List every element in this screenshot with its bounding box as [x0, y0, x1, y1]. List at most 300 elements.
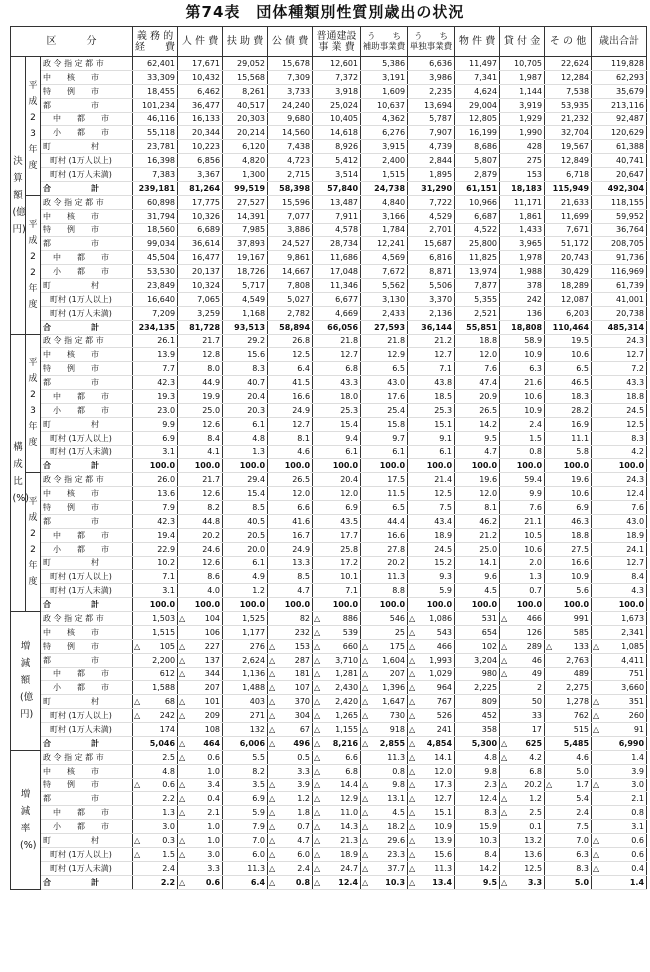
table-row — [11, 847, 647, 861]
table-cell: 18.9 — [592, 528, 647, 542]
table-cell: 6.9 — [223, 792, 268, 806]
row-label: 中 核 市 — [41, 487, 133, 501]
row-label: 町 村 — [41, 834, 133, 848]
table-cell: 5,717 — [223, 279, 268, 293]
column-header: そ の 他 — [545, 27, 592, 57]
table-cell: 6.8 — [500, 764, 545, 778]
table-cell: 11,346 — [313, 279, 361, 293]
table-row — [11, 584, 647, 598]
table-cell: 16,640 — [133, 292, 178, 306]
table-cell: 29.4 — [223, 473, 268, 487]
table-cell: 132 — [223, 723, 268, 737]
table-row — [11, 709, 647, 723]
table-cell: 4,522 — [455, 223, 500, 237]
table-cell: 21,232 — [545, 112, 592, 126]
table-cell: △ 12.4 — [313, 875, 361, 889]
table-cell: 24.6 — [178, 542, 223, 556]
table-cell: 4,362 — [361, 112, 408, 126]
table-cell: 42.3 — [133, 514, 178, 528]
table-cell: 47.4 — [455, 376, 500, 390]
year-label: 平成23年度 — [26, 334, 41, 473]
table-cell: 5.9 — [408, 584, 455, 598]
table-cell: 0.7 — [500, 584, 545, 598]
table-cell: 8.4 — [592, 570, 647, 584]
table-cell: 7,372 — [313, 70, 361, 84]
table-cell: 7.9 — [133, 501, 178, 515]
table-row — [11, 195, 647, 209]
table-cell: 809 — [455, 695, 500, 709]
table-cell: 12.7 — [313, 348, 361, 362]
table-cell: 25 — [361, 625, 408, 639]
table-cell: 28.2 — [545, 403, 592, 417]
table-cell: 16,199 — [455, 126, 500, 140]
table-cell: 99,519 — [223, 181, 268, 195]
table-cell: △ 918 — [361, 723, 408, 737]
table-cell: 12,805 — [455, 112, 500, 126]
table-cell: 14.2 — [455, 861, 500, 875]
table-cell: 6.5 — [361, 501, 408, 515]
row-label: 中 核 市 — [41, 625, 133, 639]
table-cell: 12.6 — [178, 417, 223, 431]
table-cell: 2.4 — [133, 861, 178, 875]
table-cell: △ 23.3 — [361, 847, 408, 861]
table-cell: 1,861 — [500, 209, 545, 223]
table-cell: △ 209 — [178, 709, 223, 723]
table-cell: 10,326 — [178, 209, 223, 223]
table-cell: △ 0.3 — [133, 834, 178, 848]
table-cell: 980 — [455, 667, 500, 681]
table-cell: 30,429 — [545, 265, 592, 279]
table-cell: △ 2,420 — [313, 695, 361, 709]
table-cell: △ 1,647 — [361, 695, 408, 709]
table-cell: 5,787 — [408, 112, 455, 126]
column-header: 物 件 費 — [455, 27, 500, 57]
table-cell: 213,116 — [592, 98, 647, 112]
table-cell: 19,567 — [545, 140, 592, 154]
table-cell: 358 — [455, 723, 500, 737]
table-cell: 10.3 — [455, 834, 500, 848]
table-cell: 21.8 — [361, 334, 408, 348]
table-cell: 12.4 — [592, 487, 647, 501]
column-header: う ち 補助事業費 — [361, 27, 408, 57]
year-label: 平成23年度 — [26, 57, 41, 196]
table-cell: 1.3 — [133, 806, 178, 820]
row-label: 中 都 市 — [41, 251, 133, 265]
table-cell: 4.6 — [545, 750, 592, 764]
table-cell: 8.5 — [223, 501, 268, 515]
table-cell: 6.1 — [223, 556, 268, 570]
table-cell: 5,355 — [455, 292, 500, 306]
table-cell: 100.0 — [455, 598, 500, 612]
table-cell: 100.0 — [361, 598, 408, 612]
table-cell: 4.3 — [592, 584, 647, 598]
table-cell: △ 4,854 — [408, 736, 455, 750]
table-cell: 452 — [455, 709, 500, 723]
table-cell: △ 11.0 — [313, 806, 361, 820]
table-cell: 16.9 — [545, 417, 592, 431]
table-cell: 612 — [133, 667, 178, 681]
table-cell: 2,521 — [455, 306, 500, 320]
table-cell: 23,849 — [133, 279, 178, 293]
row-label: 都 市 — [41, 237, 133, 251]
table-row — [11, 625, 647, 639]
table-cell: 3,919 — [500, 98, 545, 112]
table-cell: 12.5 — [408, 487, 455, 501]
table-row — [11, 542, 647, 556]
table-cell: 100.0 — [223, 598, 268, 612]
table-cell: 11,171 — [500, 195, 545, 209]
table-cell: 43.0 — [592, 514, 647, 528]
table-cell: 110,464 — [545, 320, 592, 334]
table-cell: 108 — [178, 723, 223, 737]
row-label: 町 村 — [41, 279, 133, 293]
table-cell: 3.5 — [223, 778, 268, 792]
table-cell: 1,144 — [500, 84, 545, 98]
table-cell: 20,743 — [545, 251, 592, 265]
table-cell: 489 — [545, 667, 592, 681]
table-cell: △ 13.4 — [408, 875, 455, 889]
table-cell: 18,726 — [223, 265, 268, 279]
table-cell: 2,200 — [133, 653, 178, 667]
row-label: 特 例 市 — [41, 778, 133, 792]
table-cell: 101,234 — [133, 98, 178, 112]
table-cell: 25.0 — [178, 403, 223, 417]
table-cell: 5.0 — [545, 764, 592, 778]
table-cell: 2.2 — [133, 875, 178, 889]
table-cell: 4.7 — [268, 584, 313, 598]
table-row — [11, 639, 647, 653]
table-cell: 1.0 — [178, 764, 223, 778]
row-label: 合 計 — [41, 320, 133, 334]
table-cell: 5,485 — [545, 736, 592, 750]
table-cell: 4.5 — [455, 584, 500, 598]
table-cell: 32,704 — [545, 126, 592, 140]
table-cell: 2.5 — [133, 750, 178, 764]
table-cell: 9,861 — [268, 251, 313, 265]
table-cell: 8.2 — [178, 501, 223, 515]
table-cell: 26.5 — [268, 473, 313, 487]
table-cell: 9.9 — [133, 417, 178, 431]
table-cell: 2,400 — [361, 154, 408, 168]
table-row — [11, 403, 647, 417]
table-cell: 10.6 — [545, 487, 592, 501]
table-cell: 22,624 — [545, 57, 592, 71]
row-label: 中 核 市 — [41, 348, 133, 362]
table-cell: 12.0 — [455, 487, 500, 501]
table-cell: 119,828 — [592, 57, 647, 71]
table-cell: 6,203 — [545, 306, 592, 320]
table-cell: 6,006 — [223, 736, 268, 750]
table-cell: 2.4 — [500, 417, 545, 431]
table-cell: 12.7 — [592, 348, 647, 362]
table-cell: 1.2 — [223, 584, 268, 598]
table-cell: 8.1 — [455, 501, 500, 515]
table-cell: 31,290 — [408, 181, 455, 195]
table-cell: 5.6 — [545, 584, 592, 598]
table-cell: 20.0 — [223, 542, 268, 556]
row-label: 都 市 — [41, 792, 133, 806]
table-row — [11, 112, 647, 126]
table-cell: 17 — [500, 723, 545, 737]
table-cell: 2,136 — [408, 306, 455, 320]
table-cell: 12.5 — [592, 417, 647, 431]
table-cell: 18,183 — [500, 181, 545, 195]
table-cell: 12.9 — [361, 348, 408, 362]
table-cell: 15,596 — [268, 195, 313, 209]
table-cell: 2,701 — [408, 223, 455, 237]
table-cell: 24,738 — [361, 181, 408, 195]
table-cell: △ 0.6 — [178, 750, 223, 764]
table-cell: 25.3 — [313, 403, 361, 417]
table-cell: 1,929 — [500, 112, 545, 126]
table-cell: 27,527 — [223, 195, 268, 209]
table-cell: 12.6 — [178, 487, 223, 501]
table-cell: 4.7 — [455, 445, 500, 459]
table-cell: △ 18.9 — [313, 847, 361, 861]
row-label: 合 計 — [41, 875, 133, 889]
table-cell: 10.9 — [545, 570, 592, 584]
table-cell: 7,911 — [313, 209, 361, 223]
table-cell: △ 1.5 — [133, 847, 178, 861]
table-cell: 6.3 — [545, 847, 592, 861]
table-cell: 20,344 — [178, 126, 223, 140]
table-cell: 13.9 — [133, 348, 178, 362]
table-cell: 18,560 — [133, 223, 178, 237]
table-cell: 10.2 — [133, 556, 178, 570]
table-cell: 8.0 — [178, 362, 223, 376]
table-cell: 24.3 — [592, 334, 647, 348]
table-cell: 46.3 — [545, 514, 592, 528]
table-cell: 99,034 — [133, 237, 178, 251]
table-cell: 234,135 — [133, 320, 178, 334]
table-cell: △ 181 — [268, 667, 313, 681]
table-cell: 19.5 — [545, 334, 592, 348]
row-label: 特 例 市 — [41, 362, 133, 376]
table-cell: 485,314 — [592, 320, 647, 334]
table-row — [11, 736, 647, 750]
table-cell: 15,678 — [268, 57, 313, 71]
table-cell: 7.6 — [500, 501, 545, 515]
table-cell: 10.9 — [500, 348, 545, 362]
table-cell: 11.1 — [545, 431, 592, 445]
table-cell: 1,136 — [223, 667, 268, 681]
table-cell: 3,130 — [361, 292, 408, 306]
table-cell: 44.8 — [178, 514, 223, 528]
table-cell: 35,679 — [592, 84, 647, 98]
table-cell: 7.0 — [545, 834, 592, 848]
table-cell: 58,398 — [268, 181, 313, 195]
table-cell: 57,840 — [313, 181, 361, 195]
table-cell: 8.3 — [545, 861, 592, 875]
table-cell: △ 46 — [500, 653, 545, 667]
table-cell: 20,738 — [592, 306, 647, 320]
table-cell: 7,077 — [268, 209, 313, 223]
table-cell: 17.7 — [313, 528, 361, 542]
table-cell: △ 104 — [178, 612, 223, 626]
table-cell: 3,918 — [313, 84, 361, 98]
table-cell: 2.0 — [500, 556, 545, 570]
table-cell: 41,001 — [592, 292, 647, 306]
table-cell: 10,405 — [313, 112, 361, 126]
table-cell: 24.3 — [592, 473, 647, 487]
table-cell: 7,672 — [361, 265, 408, 279]
table-cell: 7.6 — [592, 501, 647, 515]
table-cell: 3,166 — [361, 209, 408, 223]
table-cell: 18,289 — [545, 279, 592, 293]
table-cell: 4.0 — [178, 584, 223, 598]
table-cell: 29,052 — [223, 57, 268, 71]
table-cell: △ 0.6 — [592, 834, 647, 848]
table-cell: 58.9 — [500, 334, 545, 348]
table-cell: 1,895 — [408, 168, 455, 182]
table-cell: 5,300 — [455, 736, 500, 750]
column-header: う ち 単独事業費 — [408, 27, 455, 57]
table-cell: △ 0.6 — [178, 875, 223, 889]
table-cell: 6,856 — [178, 154, 223, 168]
table-cell: △ 1,265 — [313, 709, 361, 723]
table-cell: 7.1 — [313, 584, 361, 598]
table-cell: 24,240 — [268, 98, 313, 112]
table-cell: 5,027 — [268, 292, 313, 306]
table-row — [11, 723, 647, 737]
table-cell: 24.5 — [592, 403, 647, 417]
table-row — [11, 653, 647, 667]
table-cell: 7,065 — [178, 292, 223, 306]
row-label: 町村 (1万人以上) — [41, 570, 133, 584]
table-cell: 1,177 — [223, 625, 268, 639]
table-cell: 4,529 — [408, 209, 455, 223]
row-label: 町 村 — [41, 140, 133, 154]
table-cell: 15,687 — [408, 237, 455, 251]
table-cell: 1,300 — [223, 168, 268, 182]
table-cell: 3.9 — [592, 764, 647, 778]
table-cell: 15.1 — [408, 417, 455, 431]
row-label: 政 令 指 定 都 市 — [41, 750, 133, 764]
table-cell: △ 964 — [408, 681, 455, 695]
row-label: 政 令 指 定 都 市 — [41, 334, 133, 348]
table-cell: 2,782 — [268, 306, 313, 320]
table-cell: 12.6 — [178, 556, 223, 570]
table-cell: 1,488 — [223, 681, 268, 695]
table-cell: 20.4 — [223, 390, 268, 404]
table-cell: 26.8 — [268, 334, 313, 348]
table-cell: 7.5 — [408, 501, 455, 515]
table-row — [11, 834, 647, 848]
table-cell: △ 2,855 — [361, 736, 408, 750]
table-cell: 7,985 — [223, 223, 268, 237]
table-cell: 18,808 — [500, 320, 545, 334]
table-cell: 16,133 — [178, 112, 223, 126]
table-cell: △ 11.3 — [408, 861, 455, 875]
table-row — [11, 209, 647, 223]
table-cell: 2 — [500, 681, 545, 695]
table-cell: △ 0.6 — [133, 778, 178, 792]
table-cell: 4,624 — [455, 84, 500, 98]
section-label: 決算額(億円) — [11, 57, 26, 335]
table-cell: 13,487 — [313, 195, 361, 209]
table-cell: 20.5 — [223, 528, 268, 542]
row-label: 合 計 — [41, 459, 133, 473]
table-cell: △ 3.4 — [178, 778, 223, 792]
table-cell: △ 14.3 — [313, 820, 361, 834]
table-cell: 762 — [545, 709, 592, 723]
table-row — [11, 348, 647, 362]
table-cell: △ 4.7 — [268, 834, 313, 848]
table-row — [11, 98, 647, 112]
table-cell: △ 175 — [361, 639, 408, 653]
table-cell: 20,137 — [178, 265, 223, 279]
table-cell: 43.4 — [408, 514, 455, 528]
table-cell: 3.3 — [268, 764, 313, 778]
table-cell: △ 0.7 — [268, 820, 313, 834]
table-cell: 21.8 — [313, 334, 361, 348]
table-cell: △ 15.6 — [408, 847, 455, 861]
table-cell: 13.2 — [500, 834, 545, 848]
table-cell: 93,513 — [223, 320, 268, 334]
table-cell: 22.9 — [133, 542, 178, 556]
table-cell: 16.7 — [268, 528, 313, 542]
table-cell: △ 14.4 — [313, 778, 361, 792]
table-cell: △ 9.8 — [361, 778, 408, 792]
table-cell: 0.5 — [268, 750, 313, 764]
table-cell: △ 1.2 — [500, 792, 545, 806]
table-cell: 4.8 — [133, 764, 178, 778]
table-cell: △ 15.1 — [408, 806, 455, 820]
table-cell: 120,629 — [592, 126, 647, 140]
table-cell: △ 1.7 — [545, 778, 592, 792]
table-row — [11, 459, 647, 473]
table-cell: 2.1 — [592, 792, 647, 806]
table-cell: △ 6.8 — [313, 764, 361, 778]
table-cell: △ 539 — [313, 625, 361, 639]
table-cell: 6.1 — [223, 417, 268, 431]
table-cell: 9.8 — [455, 764, 500, 778]
table-row — [11, 445, 647, 459]
table-cell: 7.1 — [408, 362, 455, 376]
table-cell: 7.7 — [133, 362, 178, 376]
table-cell: 10,637 — [361, 98, 408, 112]
table-cell: 4,820 — [223, 154, 268, 168]
table-cell: 20.9 — [455, 390, 500, 404]
row-label: 中 核 市 — [41, 764, 133, 778]
section-label: 構成比(%) — [11, 334, 26, 612]
table-cell: 2,235 — [408, 84, 455, 98]
table-cell: 15.4 — [313, 417, 361, 431]
table-cell: 61,388 — [592, 140, 647, 154]
table-cell: 1,525 — [223, 612, 268, 626]
table-cell: 25.3 — [408, 403, 455, 417]
table-cell: 55,851 — [455, 320, 500, 334]
table-cell: 6,462 — [178, 84, 223, 98]
table-cell: 16.6 — [268, 390, 313, 404]
row-label: 町村 (1万人以上) — [41, 847, 133, 861]
table-cell: 6,687 — [455, 209, 500, 223]
table-cell: 585 — [545, 625, 592, 639]
table-cell: 16.6 — [361, 528, 408, 542]
table-cell: 6,677 — [313, 292, 361, 306]
table-cell: 18.3 — [545, 390, 592, 404]
table-cell: 62,401 — [133, 57, 178, 71]
row-label: 特 例 市 — [41, 639, 133, 653]
table-cell: △ 1,604 — [361, 653, 408, 667]
table-cell: 0.1 — [500, 820, 545, 834]
table-cell: 25.4 — [361, 403, 408, 417]
table-cell: △ 242 — [133, 709, 178, 723]
table-cell: 51,172 — [545, 237, 592, 251]
table-cell: 428 — [500, 140, 545, 154]
table-cell: 36,764 — [592, 223, 647, 237]
row-label: 町村 (1万人以上) — [41, 154, 133, 168]
